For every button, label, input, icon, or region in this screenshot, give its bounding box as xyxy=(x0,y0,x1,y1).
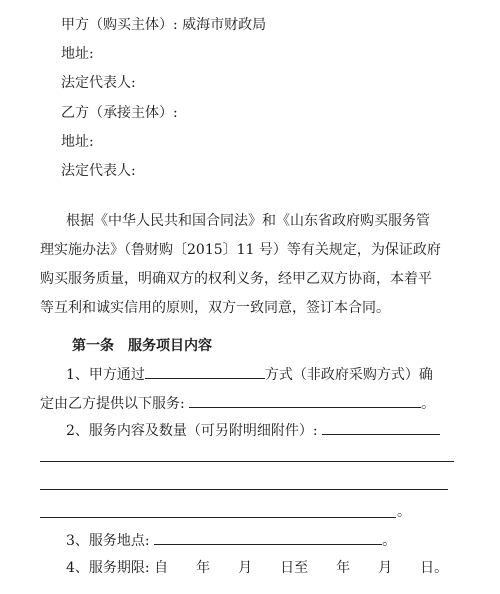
legal-rep-label-a: 法定代表人: xyxy=(61,75,136,91)
service-provided-field[interactable] xyxy=(189,393,421,408)
service-location-field[interactable] xyxy=(154,530,382,545)
party-a-value: 威海市财政局 xyxy=(182,17,267,33)
intro-line-1: 根据《中华人民共和国合同法》和《山东省政府购买服务管 xyxy=(66,213,430,229)
item-1-end: 。 xyxy=(421,396,436,412)
item-2-end: 。 xyxy=(397,504,411,520)
intro-line-3: 购买服务质量，明确双方的权利义务，经甲乙双方协商，本着平 xyxy=(40,271,432,287)
party-b-label: 乙方（承接主体）: xyxy=(61,105,178,121)
service-content-field-2[interactable] xyxy=(40,461,454,462)
item-2-line xyxy=(66,420,440,441)
item-4-period: 自 年 月 日至 年 月 日。 xyxy=(154,560,449,576)
party-a-line xyxy=(61,15,266,35)
item-4-line xyxy=(66,558,448,578)
item-1-line-2-text: 定由乙方提供以下服务: xyxy=(40,396,185,412)
party-a-label: 甲方（购买主体）: xyxy=(61,17,178,33)
item-3-line xyxy=(66,530,396,551)
service-content-field-3[interactable] xyxy=(40,489,448,490)
item-1-suffix: 方式（非政府采购方式）确 xyxy=(264,367,433,383)
item-1-line-2 xyxy=(40,393,435,414)
address-label-a: 地址: xyxy=(61,46,94,62)
address-label-b: 地址: xyxy=(61,134,94,150)
legal-rep-label-b: 法定代表人: xyxy=(61,163,136,179)
item-4-label: 4、服务期限: xyxy=(66,560,150,576)
item-1-prefix: 1、甲方通过 xyxy=(66,367,145,383)
item-3-label: 3、服务地点: xyxy=(66,533,150,549)
intro-line-2: 理实施办法》（鲁财购〔2015〕11 号）等有关规定，为保证政府 xyxy=(40,242,441,258)
article-1-heading: 第一条 服务项目内容 xyxy=(72,338,212,354)
service-content-field-4[interactable] xyxy=(40,517,396,518)
service-content-field-1[interactable] xyxy=(322,420,440,435)
intro-line-4: 等互利和诚实信用的原则，双方一致同意，签订本合同。 xyxy=(40,300,390,316)
item-3-end: 。 xyxy=(382,533,397,549)
item-2-label: 2、服务内容及数量（可另附明细附件）: xyxy=(66,423,318,439)
procurement-method-field[interactable] xyxy=(145,364,265,379)
item-1-line-1 xyxy=(66,364,433,385)
